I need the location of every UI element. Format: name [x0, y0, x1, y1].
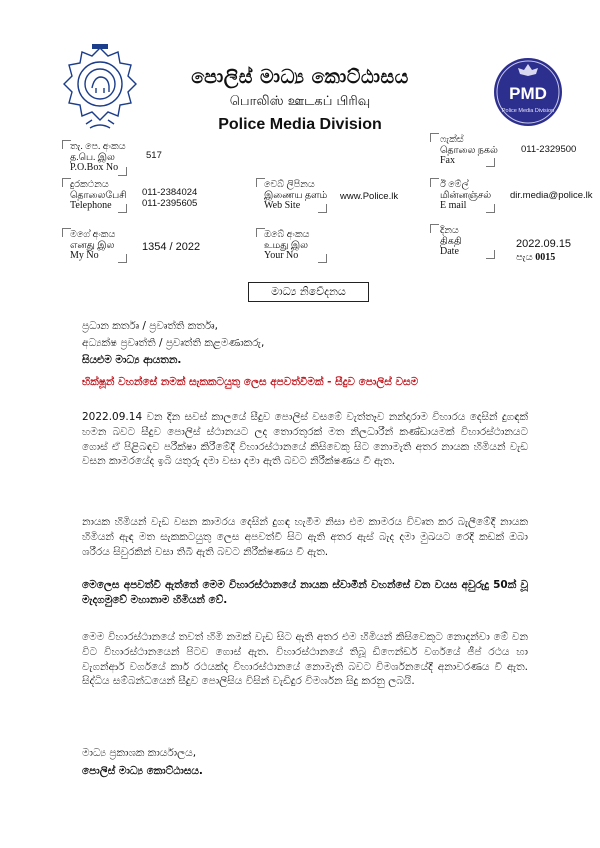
field-your-no-label: ඔබේ අංකය உமது இல Your No — [264, 230, 310, 261]
body-paragraph-3: මෙලෙස අපවත්වී ඇත්තේ මෙම විහාරස්ථානයේ නායක ස්වාමීන් වහන්සේ වන වයස අවුරුදු 50ක් වූ මැදගමුවේ මහානාම හිමියන් වේ. — [82, 579, 528, 606]
date-value: 2022.09.15 — [516, 238, 572, 250]
field-bracket — [118, 254, 127, 263]
subject-line: භික්ෂූන් වහන්සේ නමක් සැකකටයුතු ලෙස අපවත්වීමක් - සීදුව පොලිස් වසම — [82, 376, 419, 388]
pmd-logo-caption: Police Media Division — [501, 108, 555, 114]
field-pobox-label: තැ. පෙ. අංකය த.பெ. இல P.O.Box No — [70, 142, 126, 173]
body-paragraph-1: 2022.09.14 වන දින සවස් කාලයේ සීදුව පොලිස් වසමේ වැත්තෑව නන්දාරාම විහාරය දෙසින් දුගඳක් හමන බවට සීදුව පොලිස් ස්ථානයට ලද තොරතුරක් මත නිලධාරීන් කණ්ඩායමක් විහාරස්ථානයට ගොස් ඒ පිළිබඳව පරීක්ෂා කිරීමේදී විහාරස්ථානයේ කිසිවෙකු සිට නොමැති අතර නායක හිමියන් වැඩ වසන කාමරයේද ඉබි යතුරු දමා වසා දමා ඇති බවට නිරීක්ෂණය වී ඇත. — [82, 411, 528, 468]
field-date-label: දිනය திகதி Date — [440, 226, 462, 257]
body-paragraph-4: මෙම විහාරස්ථානයේ තවත් හිමි නමක් වැඩ සිට ඇති අතර එම හිමියන් කිසිවෙකුට නොදන්වා මේ වන විට විහාරස්ථානයෙන් පිටව ගොස් ඇත. විහාරස්ථානයේ තිබූ ඩිෆෙන්ඩර් වර්ගයේ ජීප් රථය හා වැගන්ආර් වර්ගයේ කාර් රථයක්ද විහාරස්ථානයේ නොමැති බවට විමර්ශනයේදී අනාවරණය වී ඇත. සිද්ධිය සම්බන්ධයෙන් සීදුව පොලිසිය විසින් වැඩිදුර විමර්ශන සිදු කරනු ලබයි. — [82, 631, 528, 688]
field-website-label: වෙබ් ලිපිනය இணைய தளம் Web Site — [264, 180, 328, 211]
recipient-line: සියළුම මාධ්‍ය ආයතන. — [82, 354, 182, 366]
fax-value: 011-2329500 — [521, 144, 577, 155]
my-no-value: 1354 / 2022 — [142, 241, 201, 253]
signature-division: පොලිස් මාධ්‍ය කොට්ඨාසය. — [82, 765, 203, 777]
signature-office: මාධ්‍ය ප්‍රකාශක කාර්යාලය, — [82, 747, 197, 759]
pmd-logo-text: PMD — [509, 84, 547, 103]
media-release-title-box: මාධ්‍ය නිවේදනය — [248, 282, 369, 302]
field-bracket — [486, 158, 495, 167]
pobox-value: 517 — [146, 150, 162, 161]
recipient-line: අධ්‍යක්ෂ ප්‍රවෘත්ති / ප්‍රවෘත්ති කළමණාකරු, — [82, 337, 265, 349]
signature-block — [82, 744, 203, 780]
title-tamil: பொலிஸ் ஊடகப் பிரிவு — [229, 94, 371, 109]
telephone-value-2: 011-2395605 — [142, 198, 198, 209]
field-bracket — [430, 224, 439, 233]
title-sinhala: පොලිස් මාධ්‍ය කොට්ඨාසය — [191, 66, 409, 88]
field-fax-label: ෆැක්ස් தொலை நகல் Fax — [440, 135, 498, 166]
field-bracket — [118, 204, 127, 213]
field-bracket — [430, 178, 439, 187]
recipient-line: ප්‍රධාන කර්තෘ / ප්‍රවෘත්ති කර්තෘ, — [82, 320, 218, 332]
email-value: dir.media@police.lk — [510, 190, 593, 201]
field-bracket — [486, 204, 495, 213]
telephone-value-1: 011-2384024 — [142, 187, 198, 198]
page-number: පැය 0015 — [516, 252, 556, 263]
website-value: www.Police.lk — [340, 191, 399, 202]
field-telephone-label: දුරකථනය தொலைபேசி Telephone — [70, 180, 127, 211]
field-bracket — [430, 133, 439, 142]
field-my-no-label: මගේ අංකය எனது இல My No — [70, 230, 116, 261]
body-paragraph-2: නායක හිමියන් වැඩ වසන කාමරය දෙසින් දුගඳ හැමීම නිසා එම කාමරය විවෘත කර බැලීමේදී නායක හිමියන් ඇඳ මත සැකකටයුතු ලෙස අපවත්වී සිට ඇති අතර ඇස් බැද දමා මුඛයට රෙදි කඩක් ඔබා ශරීරය සිවුරකින් වසා තිබී ඇති බවට නිරීක්ෂණය වී ඇත. — [82, 516, 528, 558]
field-email-label: ඊ මේල් மின்னஞ்சல் E mail — [440, 180, 492, 211]
recipients-block — [82, 318, 264, 369]
field-bracket — [486, 250, 495, 259]
title-english: Police Media Division — [218, 116, 382, 133]
field-bracket — [318, 254, 327, 263]
field-bracket — [118, 167, 127, 176]
field-bracket — [318, 204, 327, 213]
